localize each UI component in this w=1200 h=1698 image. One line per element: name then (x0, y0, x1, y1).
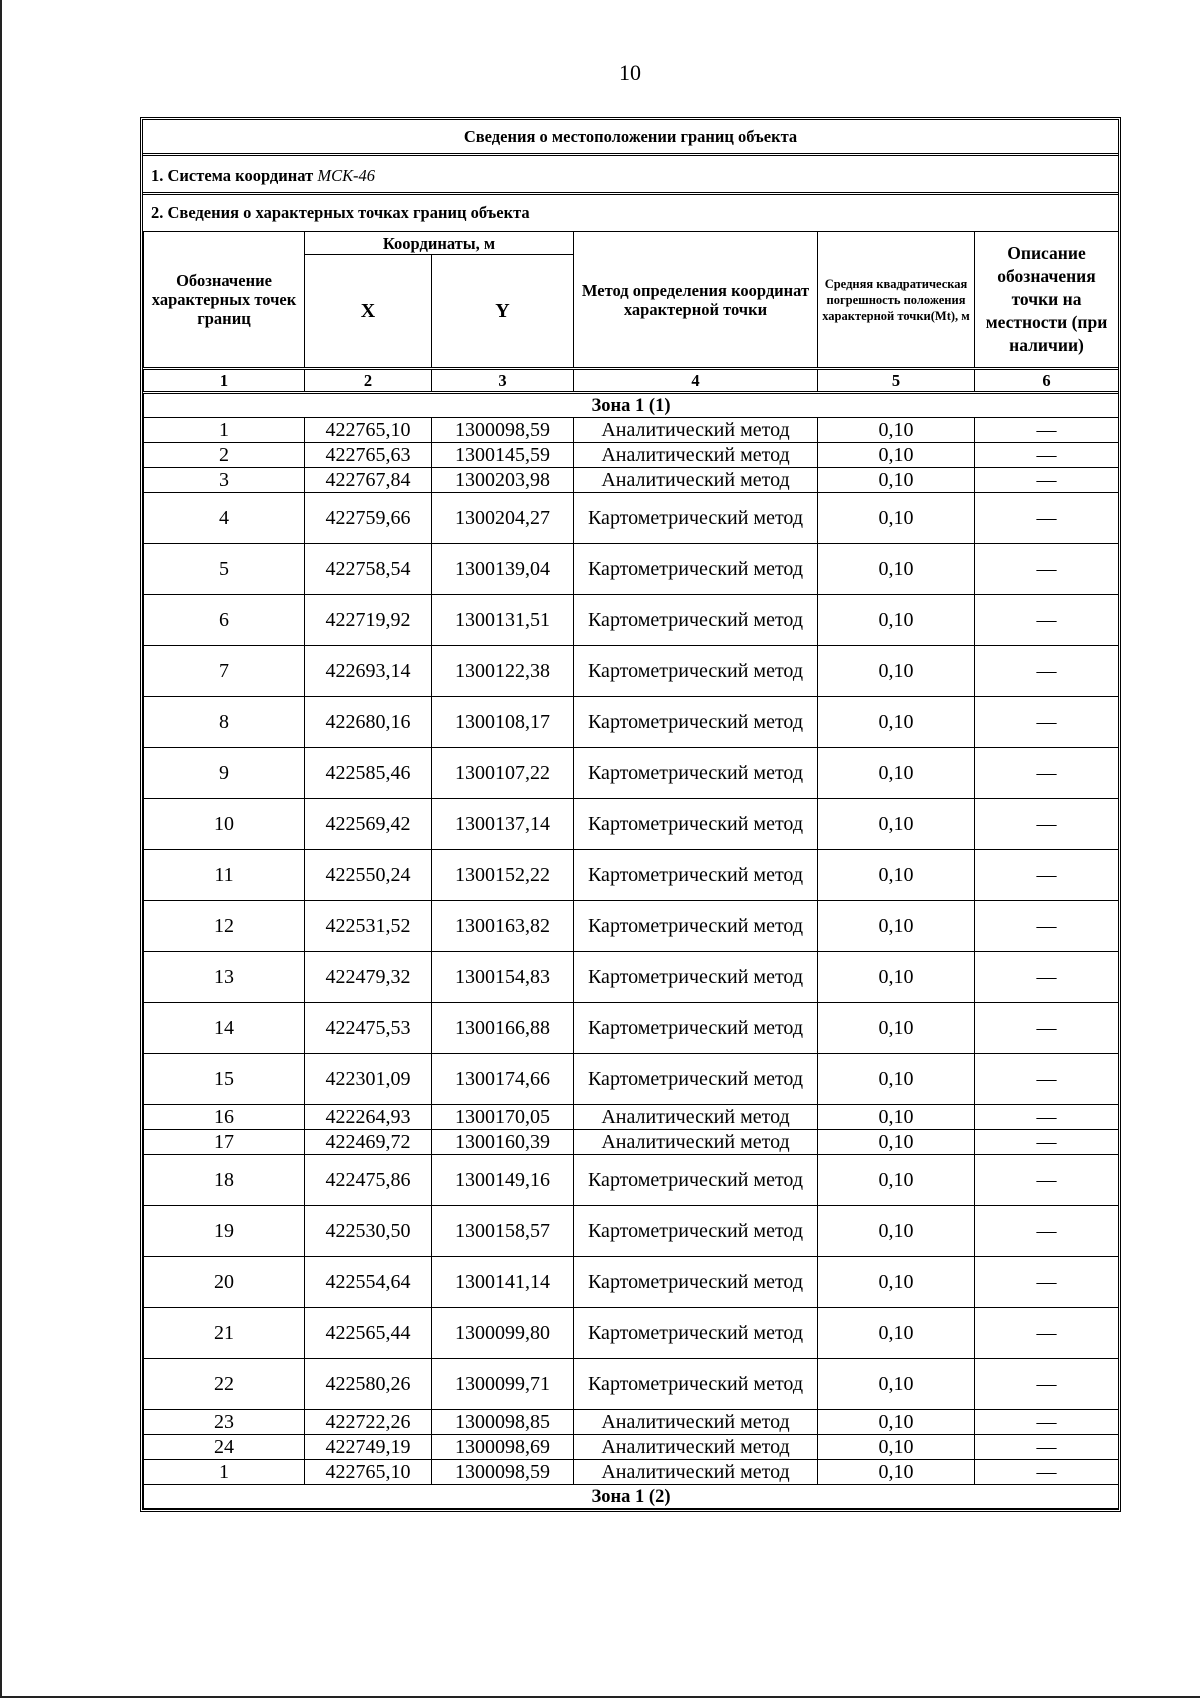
col-error-header: Средняя квадратическая погрешность положения характерной точки(Mt), м (818, 232, 975, 369)
table-row (144, 468, 1119, 493)
error-cell: 0,10 (818, 468, 975, 493)
x-coordinate-cell: 422719,92 (305, 595, 432, 646)
method-cell: Аналитический метод (574, 1105, 818, 1130)
error-cell: 0,10 (818, 1460, 975, 1485)
error-cell: 0,10 (818, 1206, 975, 1257)
column-number: 3 (432, 369, 574, 393)
method-cell: Картометрический метод (574, 1003, 818, 1054)
method-cell: Аналитический метод (574, 443, 818, 468)
description-cell: — (975, 1257, 1119, 1308)
table-row (144, 1460, 1119, 1485)
x-coordinate-cell: 422479,32 (305, 952, 432, 1003)
table-row (144, 1410, 1119, 1435)
y-coordinate-cell: 1300108,17 (432, 697, 574, 748)
zone-row (144, 393, 1119, 418)
method-cell: Картометрический метод (574, 1308, 818, 1359)
zone-label: Зона 1 (1) (144, 393, 1119, 418)
table-row (144, 1206, 1119, 1257)
point-number-cell: 18 (144, 1155, 305, 1206)
column-number: 5 (818, 369, 975, 393)
x-coordinate-cell: 422475,86 (305, 1155, 432, 1206)
points-section-title: 2. Сведения о характерных точках границ объекта (151, 203, 530, 222)
description-cell: — (975, 468, 1119, 493)
point-number-cell: 7 (144, 646, 305, 697)
x-coordinate-cell: 422765,63 (305, 443, 432, 468)
y-coordinate-cell: 1300122,38 (432, 646, 574, 697)
table-row (144, 1359, 1119, 1410)
method-cell: Картометрический метод (574, 799, 818, 850)
method-cell: Картометрический метод (574, 697, 818, 748)
x-coordinate-cell: 422585,46 (305, 748, 432, 799)
method-cell: Картометрический метод (574, 748, 818, 799)
column-number: 1 (144, 369, 305, 393)
x-coordinate-cell: 422765,10 (305, 1460, 432, 1485)
y-coordinate-cell: 1300141,14 (432, 1257, 574, 1308)
y-coordinate-cell: 1300098,69 (432, 1435, 574, 1460)
table-row (144, 799, 1119, 850)
error-cell: 0,10 (818, 748, 975, 799)
error-cell: 0,10 (818, 1054, 975, 1105)
y-coordinate-cell: 1300203,98 (432, 468, 574, 493)
method-cell: Аналитический метод (574, 1130, 818, 1155)
x-coordinate-cell: 422759,66 (305, 493, 432, 544)
error-cell: 0,10 (818, 1257, 975, 1308)
error-cell: 0,10 (818, 697, 975, 748)
point-number-cell: 23 (144, 1410, 305, 1435)
method-cell: Аналитический метод (574, 1410, 818, 1435)
point-number-cell: 11 (144, 850, 305, 901)
y-coordinate-cell: 1300098,59 (432, 418, 574, 443)
zone-row (144, 1485, 1119, 1509)
table-row (144, 1105, 1119, 1130)
description-cell: — (975, 1003, 1119, 1054)
x-coordinate-cell: 422767,84 (305, 468, 432, 493)
description-cell: — (975, 697, 1119, 748)
error-cell: 0,10 (818, 1410, 975, 1435)
error-cell: 0,10 (818, 901, 975, 952)
table-row (144, 850, 1119, 901)
table-row (144, 646, 1119, 697)
table-row (144, 1130, 1119, 1155)
method-cell: Картометрический метод (574, 646, 818, 697)
error-cell: 0,10 (818, 799, 975, 850)
table-row (144, 443, 1119, 468)
description-cell: — (975, 595, 1119, 646)
point-number-cell: 14 (144, 1003, 305, 1054)
y-coordinate-cell: 1300131,51 (432, 595, 574, 646)
x-coordinate-cell: 422550,24 (305, 850, 432, 901)
col-x-header: X (305, 255, 432, 369)
y-coordinate-cell: 1300099,80 (432, 1308, 574, 1359)
x-coordinate-cell: 422722,26 (305, 1410, 432, 1435)
point-number-cell: 8 (144, 697, 305, 748)
y-coordinate-cell: 1300160,39 (432, 1130, 574, 1155)
point-number-cell: 24 (144, 1435, 305, 1460)
description-cell: — (975, 1105, 1119, 1130)
error-cell: 0,10 (818, 1308, 975, 1359)
col-description-header: Описание обозначения точки на местности (при наличии) (975, 232, 1119, 369)
point-number-cell: 12 (144, 901, 305, 952)
table-row (144, 1155, 1119, 1206)
method-cell: Картометрический метод (574, 1359, 818, 1410)
x-coordinate-cell: 422264,93 (305, 1105, 432, 1130)
point-number-cell: 20 (144, 1257, 305, 1308)
description-cell: — (975, 799, 1119, 850)
y-coordinate-cell: 1300107,22 (432, 748, 574, 799)
y-coordinate-cell: 1300152,22 (432, 850, 574, 901)
col-y-header: Y (432, 255, 574, 369)
point-number-cell: 4 (144, 493, 305, 544)
x-coordinate-cell: 422475,53 (305, 1003, 432, 1054)
y-coordinate-cell: 1300098,85 (432, 1410, 574, 1435)
method-cell: Аналитический метод (574, 418, 818, 443)
y-coordinate-cell: 1300166,88 (432, 1003, 574, 1054)
table-row (144, 952, 1119, 1003)
table-row (144, 595, 1119, 646)
point-number-cell: 1 (144, 1460, 305, 1485)
point-number-cell: 22 (144, 1359, 305, 1410)
boundary-table-sheet (140, 117, 1121, 1512)
description-cell: — (975, 1435, 1119, 1460)
y-coordinate-cell: 1300098,59 (432, 1460, 574, 1485)
point-number-cell: 2 (144, 443, 305, 468)
table-title: Сведения о местоположении границ объекта (143, 120, 1118, 156)
x-coordinate-cell: 422530,50 (305, 1206, 432, 1257)
error-cell: 0,10 (818, 1130, 975, 1155)
table-row (144, 901, 1119, 952)
table-row (144, 544, 1119, 595)
y-coordinate-cell: 1300139,04 (432, 544, 574, 595)
y-coordinate-cell: 1300163,82 (432, 901, 574, 952)
point-number-cell: 19 (144, 1206, 305, 1257)
x-coordinate-cell: 422693,14 (305, 646, 432, 697)
points-table (143, 231, 1119, 1509)
description-cell: — (975, 1155, 1119, 1206)
method-cell: Картометрический метод (574, 595, 818, 646)
description-cell: — (975, 1460, 1119, 1485)
point-number-cell: 15 (144, 1054, 305, 1105)
point-number-cell: 16 (144, 1105, 305, 1130)
column-number: 2 (305, 369, 432, 393)
y-coordinate-cell: 1300204,27 (432, 493, 574, 544)
error-cell: 0,10 (818, 443, 975, 468)
error-cell: 0,10 (818, 544, 975, 595)
coord-system-line (143, 156, 1118, 195)
description-cell: — (975, 1410, 1119, 1435)
error-cell: 0,10 (818, 595, 975, 646)
table-row (144, 1435, 1119, 1460)
error-cell: 0,10 (818, 1105, 975, 1130)
error-cell: 0,10 (818, 952, 975, 1003)
description-cell: — (975, 493, 1119, 544)
table-row (144, 1003, 1119, 1054)
method-cell: Картометрический метод (574, 544, 818, 595)
method-cell: Аналитический метод (574, 1460, 818, 1485)
table-row (144, 1054, 1119, 1105)
page-number: 10 (619, 60, 641, 85)
point-number-cell: 1 (144, 418, 305, 443)
table-row (144, 748, 1119, 799)
col-designation-header: Обозначение характерных точек границ (144, 232, 305, 369)
x-coordinate-cell: 422758,54 (305, 544, 432, 595)
x-coordinate-cell: 422680,16 (305, 697, 432, 748)
point-number-cell: 9 (144, 748, 305, 799)
method-cell: Аналитический метод (574, 468, 818, 493)
column-number: 6 (975, 369, 1119, 393)
y-coordinate-cell: 1300149,16 (432, 1155, 574, 1206)
point-number-cell: 5 (144, 544, 305, 595)
description-cell: — (975, 1308, 1119, 1359)
column-number-row (144, 369, 1119, 393)
point-number-cell: 3 (144, 468, 305, 493)
y-coordinate-cell: 1300170,05 (432, 1105, 574, 1130)
column-number: 4 (574, 369, 818, 393)
y-coordinate-cell: 1300158,57 (432, 1206, 574, 1257)
description-cell: — (975, 952, 1119, 1003)
description-cell: — (975, 646, 1119, 697)
table-row (144, 1308, 1119, 1359)
table-row (144, 697, 1119, 748)
y-coordinate-cell: 1300145,59 (432, 443, 574, 468)
error-cell: 0,10 (818, 1003, 975, 1054)
error-cell: 0,10 (818, 1359, 975, 1410)
method-cell: Картометрический метод (574, 901, 818, 952)
point-number-cell: 6 (144, 595, 305, 646)
x-coordinate-cell: 422301,09 (305, 1054, 432, 1105)
description-cell: — (975, 418, 1119, 443)
x-coordinate-cell: 422469,72 (305, 1130, 432, 1155)
x-coordinate-cell: 422565,44 (305, 1308, 432, 1359)
x-coordinate-cell: 422580,26 (305, 1359, 432, 1410)
y-coordinate-cell: 1300174,66 (432, 1054, 574, 1105)
method-cell: Аналитический метод (574, 1435, 818, 1460)
description-cell: — (975, 544, 1119, 595)
method-cell: Картометрический метод (574, 1257, 818, 1308)
x-coordinate-cell: 422531,52 (305, 901, 432, 952)
description-cell: — (975, 1054, 1119, 1105)
coord-system-value: МСК-46 (317, 166, 376, 185)
description-cell: — (975, 443, 1119, 468)
y-coordinate-cell: 1300099,71 (432, 1359, 574, 1410)
method-cell: Картометрический метод (574, 952, 818, 1003)
point-number-cell: 13 (144, 952, 305, 1003)
y-coordinate-cell: 1300154,83 (432, 952, 574, 1003)
x-coordinate-cell: 422765,10 (305, 418, 432, 443)
table-row (144, 418, 1119, 443)
table-row (144, 1257, 1119, 1308)
error-cell: 0,10 (818, 418, 975, 443)
table-row (144, 493, 1119, 544)
description-cell: — (975, 748, 1119, 799)
scan-edge-left (0, 0, 2, 1698)
x-coordinate-cell: 422569,42 (305, 799, 432, 850)
description-cell: — (975, 850, 1119, 901)
description-cell: — (975, 1206, 1119, 1257)
error-cell: 0,10 (818, 1435, 975, 1460)
error-cell: 0,10 (818, 1155, 975, 1206)
method-cell: Картометрический метод (574, 1206, 818, 1257)
method-cell: Картометрический метод (574, 850, 818, 901)
error-cell: 0,10 (818, 646, 975, 697)
error-cell: 0,10 (818, 850, 975, 901)
point-number-cell: 17 (144, 1130, 305, 1155)
method-cell: Картометрический метод (574, 1054, 818, 1105)
description-cell: — (975, 1130, 1119, 1155)
col-coordinates-header: Координаты, м (305, 232, 574, 255)
points-table-body (144, 369, 1119, 1509)
description-cell: — (975, 1359, 1119, 1410)
col-method-header: Метод определения координат характерной точки (574, 232, 818, 369)
y-coordinate-cell: 1300137,14 (432, 799, 574, 850)
point-number-cell: 21 (144, 1308, 305, 1359)
method-cell: Картометрический метод (574, 493, 818, 544)
zone-label: Зона 1 (2) (144, 1485, 1119, 1509)
description-cell: — (975, 901, 1119, 952)
x-coordinate-cell: 422554,64 (305, 1257, 432, 1308)
point-number-cell: 10 (144, 799, 305, 850)
method-cell: Картометрический метод (574, 1155, 818, 1206)
error-cell: 0,10 (818, 493, 975, 544)
coord-system-label: 1. Система координат (151, 166, 314, 185)
x-coordinate-cell: 422749,19 (305, 1435, 432, 1460)
